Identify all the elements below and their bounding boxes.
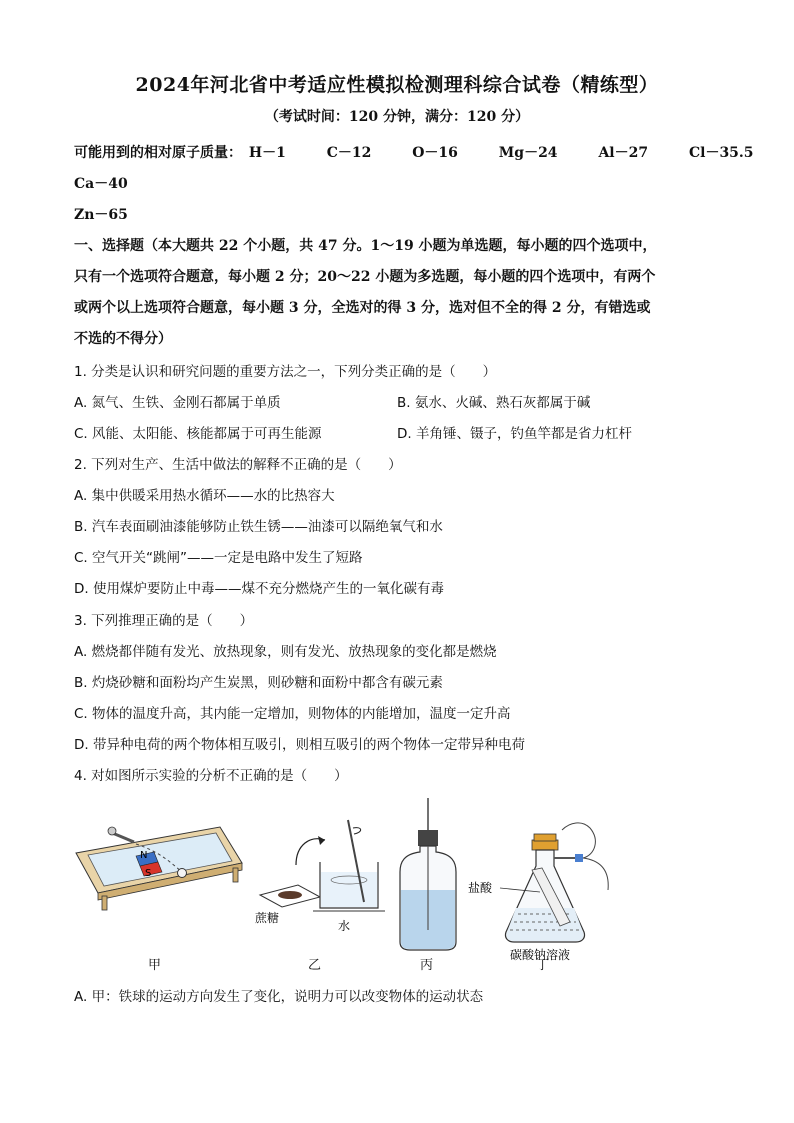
question-3-option-d: D. 带异种电荷的两个物体相互吸引，则相互吸引的两个物体一定带异种电荷 — [74, 737, 525, 753]
figure-label-jia: 甲 — [148, 958, 162, 973]
question-4-option-a: A. 甲：铁球的运动方向发生了变化，说明力可以改变物体的运动状态 — [74, 989, 484, 1005]
question-2-option-b: B. 汽车表面刷油漆能够防止铁生锈——油漆可以隔绝氧气和水 — [74, 519, 443, 535]
water-label: 水 — [338, 919, 351, 933]
question-3-option-b: B. 灼烧砂糖和面粉均产生炭黑，则砂糖和面粉中都含有碳元素 — [74, 675, 443, 691]
hcl-label: 盐酸 — [468, 881, 493, 895]
figure-label-bing: 丙 — [420, 958, 434, 973]
figure-label-ding: 丁 — [536, 958, 550, 973]
atomic-mass-al: Al－27 — [598, 145, 649, 161]
section-instructions-line: 一、选择题（本大题共 22 个小题，共 47 分。1～19 小题为单选题，每小题的四个选项中， — [74, 238, 657, 254]
question-2-option-c: C. 空气开关“跳闸”——一定是电路中发生了短路 — [74, 550, 363, 566]
sodium-carbonate-label: 碳酸钠溶液 — [510, 948, 571, 962]
atomic-mass-ca: Ca－40 — [74, 176, 128, 192]
question-3-option-c: C. 物体的温度升高，其内能一定增加，则物体的内能增加，温度一定升高 — [74, 706, 511, 722]
exam-time-info: （考试时间：120 分钟，满分：120 分） — [264, 109, 530, 125]
question-3-stem: 3. 下列推理正确的是（ ） — [74, 613, 254, 629]
question-1-option-b: B. 氨水、火碱、熟石灰都属于碱 — [397, 395, 591, 411]
experiment-yi-drawing — [260, 820, 385, 911]
question-1-option-a: A. 氮气、生铁、金刚石都属于单质 — [74, 395, 281, 411]
atomic-mass-cl: Cl－35.5 — [688, 145, 754, 161]
question-2-option-d: D. 使用煤炉要防止中毒——煤不充分燃烧产生的一氧化碳有毒 — [74, 581, 444, 597]
atomic-mass-c: C－12 — [326, 145, 372, 161]
atomic-mass-mg: Mg－24 — [498, 145, 558, 161]
experiment-figure-svg — [70, 790, 630, 975]
question-2-option-a: A. 集中供暖采用热水循环——水的比热容大 — [74, 488, 335, 504]
atomic-mass-line — [74, 142, 754, 162]
experiment-figure — [70, 790, 630, 975]
section-instructions-line: 或两个以上选项符合题意，每小题 3 分，全选对的得 3 分，选对但不全的得 2 分，有错选或 — [74, 300, 651, 316]
section-instructions-line: 只有一个选项符合题意，每小题 2 分；20～22 小题为多选题，每小题的四个选项中，有两个 — [74, 269, 656, 285]
atomic-mass-h: H－1 — [248, 145, 286, 161]
atomic-mass-label: 可能用到的相对原子质量： — [74, 145, 242, 161]
question-4-stem: 4. 对如图所示实验的分析不正确的是（ ） — [74, 768, 348, 784]
page-title: 2024年河北省中考适应性模拟检测理科综合试卷（精练型） — [135, 74, 659, 96]
experiment-bing-drawing — [400, 798, 456, 950]
atomic-mass-zn: Zn－65 — [74, 207, 128, 223]
question-2-stem: 2. 下列对生产、生活中做法的解释不正确的是（ ） — [74, 457, 402, 473]
figure-label-yi: 乙 — [308, 958, 322, 973]
experiment-ding-drawing — [500, 823, 608, 942]
atomic-mass-o: O－16 — [412, 145, 458, 161]
sugar-label: 蔗糖 — [255, 911, 280, 925]
experiment-jia-drawing — [76, 827, 242, 910]
question-3-option-a: A. 燃烧都伴随有发光、放热现象，则有发光、放热现象的变化都是燃烧 — [74, 644, 497, 660]
section-instructions-line: 不选的不得分） — [74, 331, 172, 347]
magnet-s-label: S — [145, 868, 152, 879]
question-1-option-c: C. 风能、太阳能、核能都属于可再生能源 — [74, 426, 322, 442]
question-1-stem: 1. 分类是认识和研究问题的重要方法之一，下列分类正确的是（ ） — [74, 364, 497, 380]
question-1-option-d: D. 羊角锤、镊子，钓鱼竿都是省力杠杆 — [397, 426, 632, 442]
magnet-n-label: N — [140, 850, 148, 861]
